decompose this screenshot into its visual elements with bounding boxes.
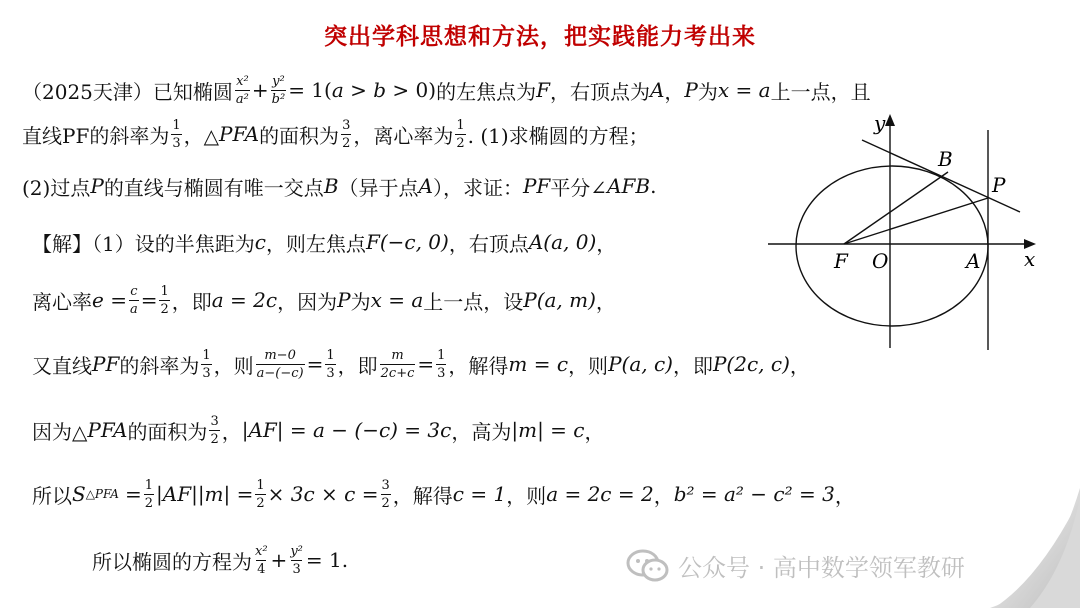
fraction-1-3: $\frac{1}{3}$ (326, 347, 335, 381)
text: 直线PF的斜率为 (22, 123, 170, 148)
y-axis-arrow (885, 114, 895, 126)
math-A: A (649, 78, 665, 102)
text: ， (664, 79, 685, 104)
text: 的直线与椭圆有唯一交点 (103, 175, 324, 200)
text: 平分∠ (550, 175, 608, 200)
math-P-2cc: P(2c, c) (712, 352, 790, 376)
text: 离心率 (32, 289, 92, 314)
text: 上一点，设 (423, 289, 524, 314)
text: ），求证： (432, 175, 523, 200)
solution-line-4 (32, 410, 604, 450)
text: ，则 (506, 483, 547, 508)
text: 【解】（1）设的半焦距为 (32, 231, 255, 256)
math-PFA: PFA (219, 122, 260, 146)
watermark-text: 公众号 · 高中数学领军教研 (678, 554, 965, 582)
math-line: x = a (370, 288, 424, 312)
text: = 1. (305, 548, 349, 572)
fraction-3-2: $\frac{3}{2}$ (210, 413, 219, 447)
math-b2: b² = a² − c² = 3 (673, 482, 835, 506)
text: 的面积为 (127, 419, 208, 444)
text: ，因为 (277, 289, 338, 314)
math-AFB: AFB (607, 174, 651, 198)
label-x: x (1024, 247, 1036, 271)
text: 的左焦点为 (436, 79, 537, 104)
label-y: y (874, 111, 886, 135)
math-PF: PF (522, 174, 551, 198)
fraction-1-2: $\frac{1}{2}$ (144, 477, 154, 511)
text: 所以 (32, 483, 72, 508)
segment-FB (844, 172, 948, 244)
text: 又直线 (32, 353, 92, 378)
text: ， (221, 419, 242, 444)
fraction-1-2: $\frac{1}{2}$ (256, 477, 265, 511)
label-A: A (966, 249, 981, 273)
math-AF-m: |AF||m| = (156, 482, 254, 506)
fraction-y2-3: $\frac{\text{y²}}{3}$ (290, 543, 303, 577)
page-curl (990, 488, 1080, 608)
fraction-c-a: $\frac{c}{a}$ (129, 283, 138, 317)
text: 的面积为 (259, 123, 340, 148)
text: ，解得 (448, 353, 509, 378)
math-PFA: PFA (87, 418, 128, 442)
math-m-c: m = c (508, 352, 569, 376)
watermark (626, 548, 965, 583)
text: ，离心率为 (353, 123, 454, 148)
math-B: B (323, 174, 339, 198)
text: 为 (350, 289, 371, 314)
fraction-1-2: $\frac{1}{2}$ (456, 117, 465, 151)
text: ， (834, 483, 855, 508)
fraction-m-3c: $\frac{m}{2c+c}$ (380, 347, 415, 381)
text: = (124, 482, 142, 506)
text: ，则 (568, 353, 609, 378)
text: ， (653, 483, 674, 508)
problem-source: （2025天津）已知椭圆 (22, 79, 233, 104)
solution-line-6: 所以椭圆的方程为 $\frac{\text{x²}}{4}$ + $\frac{\text{y²}}{3}$ = 1. (92, 543, 349, 577)
text: ，则左焦点 (265, 231, 366, 256)
fraction-x2-4: $\frac{\text{x²}}{4}$ (255, 543, 268, 577)
text: ，即 (171, 289, 212, 314)
ellipse (796, 166, 988, 326)
solution-line-2: 离心率 e = $\frac{c}{a}$ = $\frac{1}{2}$ ，即 a = 2c ，因为 P 为 x = a 上一点，设 P(a, m) ， (32, 283, 616, 317)
problem-line-1: （2025天津）已知椭圆 $\frac{\text{x²}}{\text{a²}}$ + $\frac{\text{y²}}{\text{b²}}$ = 1(a > b > 0) 的左焦点为 F ，右顶点为 A ， P 为 x = a 上一点，且 (22, 73, 871, 107)
text: ，右顶点为 (549, 79, 650, 104)
fraction-1-2: $\frac{1}{2}$ (160, 283, 169, 317)
problem-line-3 (22, 168, 656, 204)
page-title: 突出学科思想和方法，把实践能力考出来 (324, 24, 756, 50)
text: (2)过点 (22, 175, 91, 200)
math-F: F (536, 78, 550, 102)
text: ， (789, 353, 810, 378)
label-F: F (834, 249, 848, 273)
math-A: A (418, 174, 433, 198)
segment-FP (844, 198, 988, 244)
text: ，△ (183, 123, 220, 148)
fraction-3-2: $\frac{3}{2}$ (381, 477, 390, 511)
text: ， (595, 289, 616, 314)
math-line: x = a (717, 78, 771, 102)
text: . (1)求椭圆的方程； (467, 123, 649, 148)
math-a-2: a = 2c = 2 (546, 482, 654, 506)
text: ， (584, 419, 605, 444)
solution-line-1 (32, 224, 616, 260)
text: ， (596, 231, 617, 256)
ellipse-y-term: $\frac{\text{y²}}{\text{b²}}$ (271, 73, 286, 107)
ellipse-diagram (766, 110, 1046, 360)
wechat-icon (626, 549, 670, 583)
math-P-ac: P(a, c) (608, 352, 673, 376)
text: 为 (697, 79, 718, 104)
text: ，即 (672, 353, 713, 378)
math-P-am: P(a, m) (523, 288, 596, 312)
math-S-subscript: △PFA (85, 487, 119, 501)
text: 的斜率为 (119, 353, 200, 378)
solution-line-5 (32, 474, 855, 514)
math-S: S (72, 482, 86, 506)
math-F-coords: F(−c, 0) (365, 230, 449, 254)
text: ，解得 (392, 483, 453, 508)
solution-line-3: 又直线 PF 的斜率为 $\frac{1}{3}$ ，则 $\frac{m-0}{a-(-c)}$ = $\frac{1}{3}$ ，即 $\frac{m}{2c+c}$ = $\frac{1}{3}$ ，解得 m = c ，则 P(a, c) ，即 P(2c, c) ， (32, 347, 810, 381)
text: 上一点，且 (770, 79, 871, 104)
math-P: P (684, 78, 698, 102)
text: 所以椭圆的方程为 (92, 549, 252, 574)
math-a-2c: a = 2c (211, 288, 278, 312)
fraction-1-3: $\frac{1}{3}$ (202, 347, 211, 381)
label-O: O (872, 249, 889, 273)
math-AF: |AF| = a − (−c) = 3c (241, 418, 452, 442)
fraction-slope: $\frac{m-0}{a-(-c)}$ (256, 347, 304, 381)
math-abs-m: |m| = c (511, 418, 585, 442)
math-P: P (90, 174, 104, 198)
math-e: e = (92, 288, 127, 312)
math-A-coords: A(a, 0) (528, 230, 597, 254)
problem-line-2 (22, 114, 649, 154)
text: . (650, 174, 657, 198)
text: ，高为 (451, 419, 512, 444)
label-B: B (938, 147, 953, 171)
text: （异于点 (338, 175, 419, 200)
fraction-1-3: $\frac{1}{3}$ (437, 347, 446, 381)
text: ，则 (213, 353, 254, 378)
fraction-1-3: $\frac{1}{3}$ (172, 117, 181, 151)
math-PF: PF (92, 352, 120, 376)
label-P: P (992, 173, 1006, 197)
math-P: P (337, 288, 351, 312)
math-product: × 3c × c = (267, 482, 379, 506)
text: ，右顶点 (448, 231, 529, 256)
text: ，即 (337, 353, 378, 378)
math-c-1: c = 1 (452, 482, 507, 506)
text: 因为△ (32, 419, 88, 444)
math-c: c (254, 230, 266, 254)
fraction-3-2: $\frac{3}{2}$ (342, 117, 351, 151)
ellipse-x-term: $\frac{\text{x²}}{\text{a²}}$ (235, 73, 249, 107)
